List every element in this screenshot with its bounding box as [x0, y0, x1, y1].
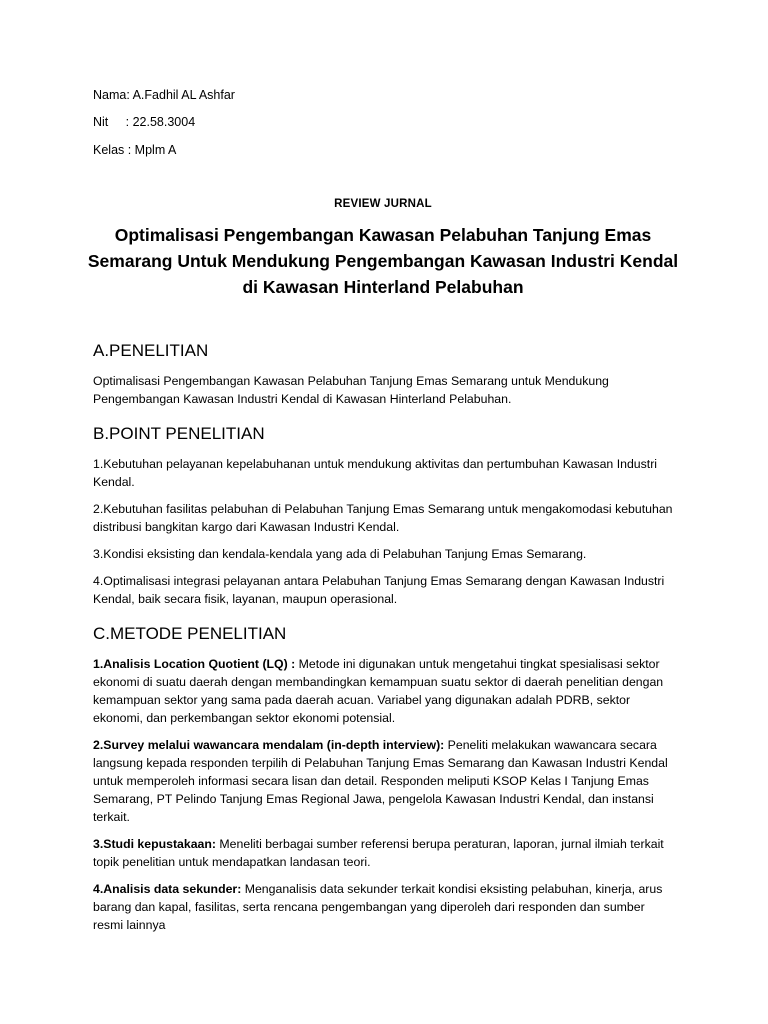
point-item-4: 4.Optimalisasi integrasi pelayanan antara Pelabuhan Tanjung Emas Semarang dengan Kawasan Industri Kendal, baik secara fisik, layanan, maupun operasional.: [93, 574, 665, 606]
method-label: 1.Analisis Location Quotient (LQ) :: [93, 657, 296, 671]
method-text: Metode ini digunakan untuk mengetahui tingkat spesialisasi sektor ekonomi di suatu daerah dengan membandingkan kemampuan suatu sektor di daerah penelitian dengan kemampuan sektor yang sama pada daerah acuan. Variabel yang digunakan adalah PDRB, sektor ekonomi, dan perkembangan sektor ekonomi potensial.: [93, 657, 664, 725]
method-item-4: [93, 880, 673, 934]
point-item-1: 1.Kebutuhan pelayanan kepelabuhanan untuk mendukung aktivitas dan pertumbuhan Kawasan Industri Kendal.: [93, 457, 658, 489]
section-a-text: Optimalisasi Pengembangan Kawasan Pelabuhan Tanjung Emas Semarang untuk Mendukung Pengembangan Kawasan Industri Kendal di Kawasan Hinterland Pelabuhan.: [93, 374, 609, 406]
student-nit: Nit : 22.58.3004: [93, 115, 196, 129]
document-title: Optimalisasi Pengembangan Kawasan Pelabuhan Tanjung Emas Semarang Untuk Mendukung Pengembangan Kawasan Industri Kendal di Kawasan Hinterland Pelabuhan: [87, 225, 679, 297]
method-label: 2.Survey melalui wawancara mendalam (in-depth interview):: [93, 738, 445, 752]
point-item-3: 3.Kondisi eksisting dan kendala-kendala yang ada di Pelabuhan Tanjung Emas Semarang.: [93, 547, 587, 561]
method-item-1: [93, 655, 673, 727]
method-item-3: [93, 835, 673, 871]
method-text: Menganalisis data sekunder terkait kondisi eksisting pelabuhan, kinerja, arus barang dan kapal, fasilitas, serta rencana pengembangan yang diperoleh dari responden dan sumber resmi lainnya: [93, 882, 663, 932]
point-item-2: 2.Kebutuhan fasilitas pelabuhan di Pelabuhan Tanjung Emas Semarang untuk mengakomodasi kebutuhan distribusi bangkitan kargo dari Kawasan Industri Kendal.: [93, 502, 673, 534]
document-body: [87, 86, 679, 943]
student-name: Nama: A.Fadhil AL Ashfar: [93, 88, 235, 102]
review-label: REVIEW JURNAL: [334, 198, 432, 210]
method-item-2: [93, 736, 673, 826]
method-label: 4.Analisis data sekunder:: [93, 882, 242, 896]
section-c-heading: C.METODE PENELITIAN: [93, 624, 287, 643]
method-text: Meneliti berbagai sumber referensi berupa peraturan, laporan, jurnal ilmiah terkait topik penelitian untuk mendapatkan landasan teori.: [93, 837, 664, 869]
method-label: 3.Studi kepustakaan:: [93, 837, 217, 851]
student-class: Kelas : Mplm A: [93, 143, 177, 157]
method-text: Peneliti melakukan wawancara secara langsung kepada responden terpilih di Pelabuhan Tanjung Emas Semarang dan Kawasan Industri Kendal untuk memperoleh informasi secara lisan dan detail. Responden meliputi KSOP Kelas I Tanjung Emas Semarang, PT Pelindo Tanjung Emas Regional Jawa, pengelola Kawasan Industri Kendal, dan instansi terkait.: [93, 738, 668, 824]
section-b-heading: B.POINT PENELITIAN: [93, 424, 265, 443]
section-a-heading: A.PENELITIAN: [93, 341, 209, 360]
